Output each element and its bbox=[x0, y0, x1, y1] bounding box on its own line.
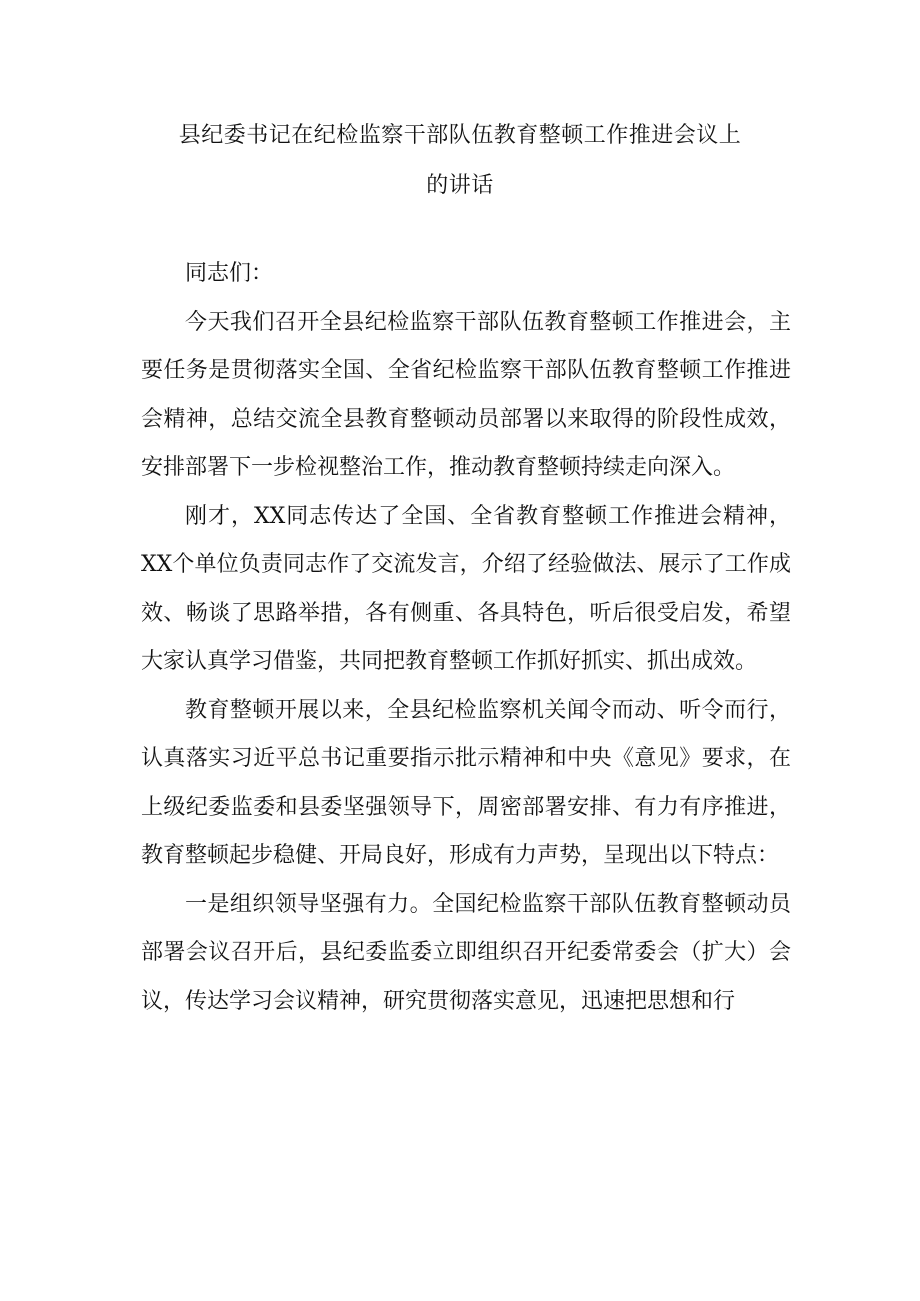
body-paragraph: 今天我们召开全县纪检监察干部队伍教育整顿工作推进会，主要任务是贯彻落实全国、全省纪检监察干部队伍教育整顿工作推进会精神，总结交流全县教育整顿动员部署以来取得的阶段性成效，安排部署下一步检视整治工作，推动教育整顿持续走向深入。 bbox=[141, 309, 791, 480]
salutation: 同志们： bbox=[185, 261, 274, 286]
body-paragraph: 一是组织领导坚强有力。全国纪检监察干部队伍教育整顿动员部署会议召开后，县纪委监委立即组织召开纪委常委会（扩大）会议，传达学习会议精神，研究贯彻落实意见，迅速把思想和行 bbox=[141, 891, 791, 1014]
document-title-line-1: 县纪委书记在纪检监察干部队伍教育整顿工作推进会议上 bbox=[178, 123, 742, 148]
document-title-line-2: 的讲话 bbox=[426, 173, 494, 198]
body-paragraph: 刚才，XX同志传达了全国、全省教育整顿工作推进会精神，XX个单位负责同志作了交流发言，介绍了经验做法、展示了工作成效、畅谈了思路举措，各有侧重、各具特色，听后很受启发，希望大家认真学习借鉴，共同把教育整顿工作抓好抓实、抓出成效。 bbox=[141, 503, 791, 674]
document-body bbox=[141, 250, 791, 1026]
body-paragraph: 教育整顿开展以来，全县纪检监察机关闻令而动、听令而行，认真落实习近平总书记重要指示批示精神和中央《意见》要求，在上级纪委监委和县委坚强领导下，周密部署安排、有力有序推进，教育整顿起步稳健、开局良好，形成有力声势，呈现出以下特点： bbox=[141, 697, 791, 868]
